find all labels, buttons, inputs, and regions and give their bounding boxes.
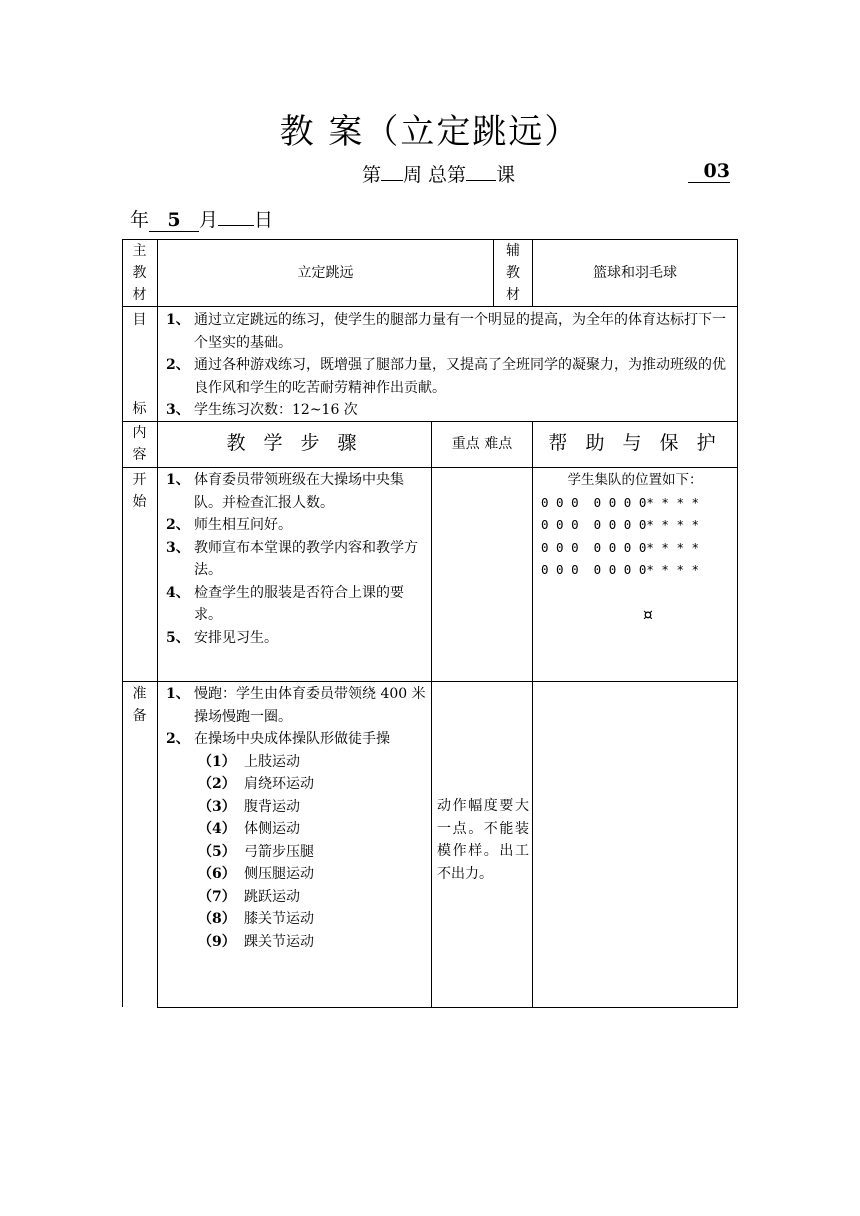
step-text: 慢跑：学生由体育委员带领绕 400 米操场慢跑一圈。 [194, 686, 426, 725]
goal-text: 通过立定跳远的练习，使学生的腿部力量有一个明显的提高，为全年的体育达标打下一个坚实的基础。 [194, 312, 726, 351]
label-char: 内 [132, 425, 147, 441]
exercise-item [198, 931, 428, 954]
table-border-top [122, 239, 738, 240]
exercise-item [198, 796, 428, 819]
step-number: 1、 [166, 686, 190, 702]
exercise-text: 膝关节运动 [244, 911, 314, 927]
goal-text: 通过各种游戏练习，既增强了腿部力量，又提高了全班同学的凝聚力，为推动班级的优良作风和学生的吃苦耐劳精神作出贡献。 [194, 357, 726, 396]
exercise-number: （7） [198, 888, 236, 905]
exercise-text: 体侧运动 [244, 821, 300, 837]
week-prefix: 第 [362, 164, 382, 186]
week-line [362, 160, 515, 187]
start-steps-list [158, 469, 428, 649]
label-char: 准 [132, 686, 147, 702]
step-number: 2、 [166, 731, 190, 747]
goals-list [158, 309, 736, 422]
exercise-number: （2） [198, 776, 236, 792]
goal-number: 3、 [166, 402, 190, 418]
step-number: 2、 [166, 517, 190, 533]
label-char: 教 [132, 265, 147, 281]
start-label [122, 469, 157, 513]
step-number: 3、 [166, 539, 190, 556]
table-border-right [737, 239, 738, 1007]
step-number: 4、 [166, 584, 190, 601]
formation-title: 学生集队的位置如下： [567, 472, 703, 488]
goal-number: 2、 [166, 357, 190, 373]
exercise-text: 弓箭步压腿 [244, 843, 314, 860]
exercise-item [198, 818, 428, 841]
exercise-number: （5） [198, 843, 236, 860]
aux-material-label [494, 240, 532, 306]
table-rule [431, 421, 432, 1007]
formation-row: 0 0 0 0 0 0 0* * * * [541, 494, 700, 510]
goal-text: 学生练习次数：12~16 次 [194, 402, 358, 418]
exercise-text: 上肢运动 [244, 753, 300, 770]
label-char: 开 [132, 472, 147, 488]
start-step [158, 537, 428, 582]
label-char: 容 [132, 447, 147, 463]
year-label: 年 [130, 209, 150, 231]
exercise-item [198, 886, 428, 909]
formation-row: 0 0 0 0 0 0 0* * * * [541, 539, 700, 555]
lesson-number-wrap [688, 160, 730, 183]
exercise-number: （9） [198, 933, 236, 950]
table-border-left [122, 239, 123, 1007]
table-rule [122, 467, 738, 468]
exercise-text: 踝关节运动 [244, 933, 314, 950]
label-char: 教 [506, 265, 520, 281]
month-label: 月 [199, 209, 219, 231]
label-char: 始 [132, 494, 147, 510]
content-label [122, 422, 157, 466]
label-char: 主 [132, 243, 147, 259]
lesson-label: 课 [496, 164, 516, 186]
exercise-text: 侧压腿运动 [244, 866, 314, 882]
day-blank [218, 225, 254, 226]
exercise-item [198, 863, 428, 886]
start-step [158, 469, 428, 514]
step-number: 1、 [166, 472, 190, 488]
page-title: 教 案（立定跳远） [279, 112, 581, 152]
exercise-item [198, 751, 428, 774]
exercise-item [198, 773, 428, 796]
lesson-blank [466, 180, 496, 181]
formation-cell [533, 469, 737, 626]
exercise-text: 腹背运动 [244, 798, 300, 815]
exercise-item [198, 841, 428, 864]
month-value: 5 [149, 209, 199, 232]
goal-item [158, 309, 736, 354]
step-text: 检查学生的服装是否符合上课的要求。 [194, 584, 404, 623]
goal-item [158, 399, 736, 422]
header-key-points: 重点 难点 [451, 436, 513, 452]
main-material-value: 立定跳远 [297, 265, 354, 281]
start-step [158, 627, 428, 650]
start-step [158, 514, 428, 537]
header-help-protection: 帮 助 与 保 护 [548, 432, 722, 454]
teacher-position-icon: ¤ [642, 604, 654, 624]
prep-key-points: 动作幅度要大一点。不能装模作样。出工不出力。 [437, 798, 529, 882]
start-step [158, 582, 428, 627]
goal-label-bottom: 标 [132, 401, 147, 417]
week-blank [381, 180, 403, 181]
table-rule [122, 306, 738, 307]
formation-row: 0 0 0 0 0 0 0* * * * [541, 562, 700, 577]
table-rule [122, 681, 738, 682]
prep-steps-list [158, 683, 428, 953]
step-number: 5、 [166, 629, 190, 646]
goal-label-top: 目 [132, 312, 147, 328]
exercise-number: （1） [198, 753, 236, 770]
step-text: 安排见习生。 [194, 629, 278, 646]
step-text: 教师宣布本堂课的教学内容和教学方法。 [194, 539, 418, 578]
aux-material-value: 篮球和羽毛球 [593, 265, 677, 281]
goal-item [158, 354, 736, 399]
prep-label [122, 683, 157, 727]
exercise-number: （4） [198, 821, 236, 837]
step-text: 师生相互问好。 [194, 517, 292, 533]
exercise-text: 跳跃运动 [244, 888, 300, 905]
label-char: 辅 [506, 243, 520, 259]
exercise-number: （3） [198, 798, 236, 815]
header-teaching-steps: 教 学 步 骤 [226, 432, 363, 454]
exercise-item [198, 908, 428, 931]
formation-diagram [533, 492, 737, 582]
goal-number: 1、 [166, 312, 190, 328]
lesson-number: 03 [688, 160, 730, 183]
label-char: 材 [132, 287, 147, 303]
exercise-text: 肩绕环运动 [244, 776, 314, 792]
formation-row: 0 0 0 0 0 0 0* * * * [541, 517, 700, 532]
step-text: 体育委员带领班级在大操场中央集队。并检查汇报人数。 [194, 472, 404, 511]
exercise-number: （8） [198, 911, 236, 927]
step-text: 在操场中央成体操队形做徒手操 [194, 731, 390, 747]
day-label: 日 [254, 209, 274, 231]
label-char: 备 [132, 708, 147, 724]
prep-step [158, 728, 428, 751]
prep-step [158, 683, 428, 728]
date-line [130, 205, 273, 232]
label-char: 材 [506, 287, 520, 303]
main-material-label [122, 240, 157, 306]
week-total-label: 周 总第 [403, 164, 467, 186]
exercise-number: （6） [198, 866, 236, 882]
table-border-bottom [157, 1007, 738, 1008]
